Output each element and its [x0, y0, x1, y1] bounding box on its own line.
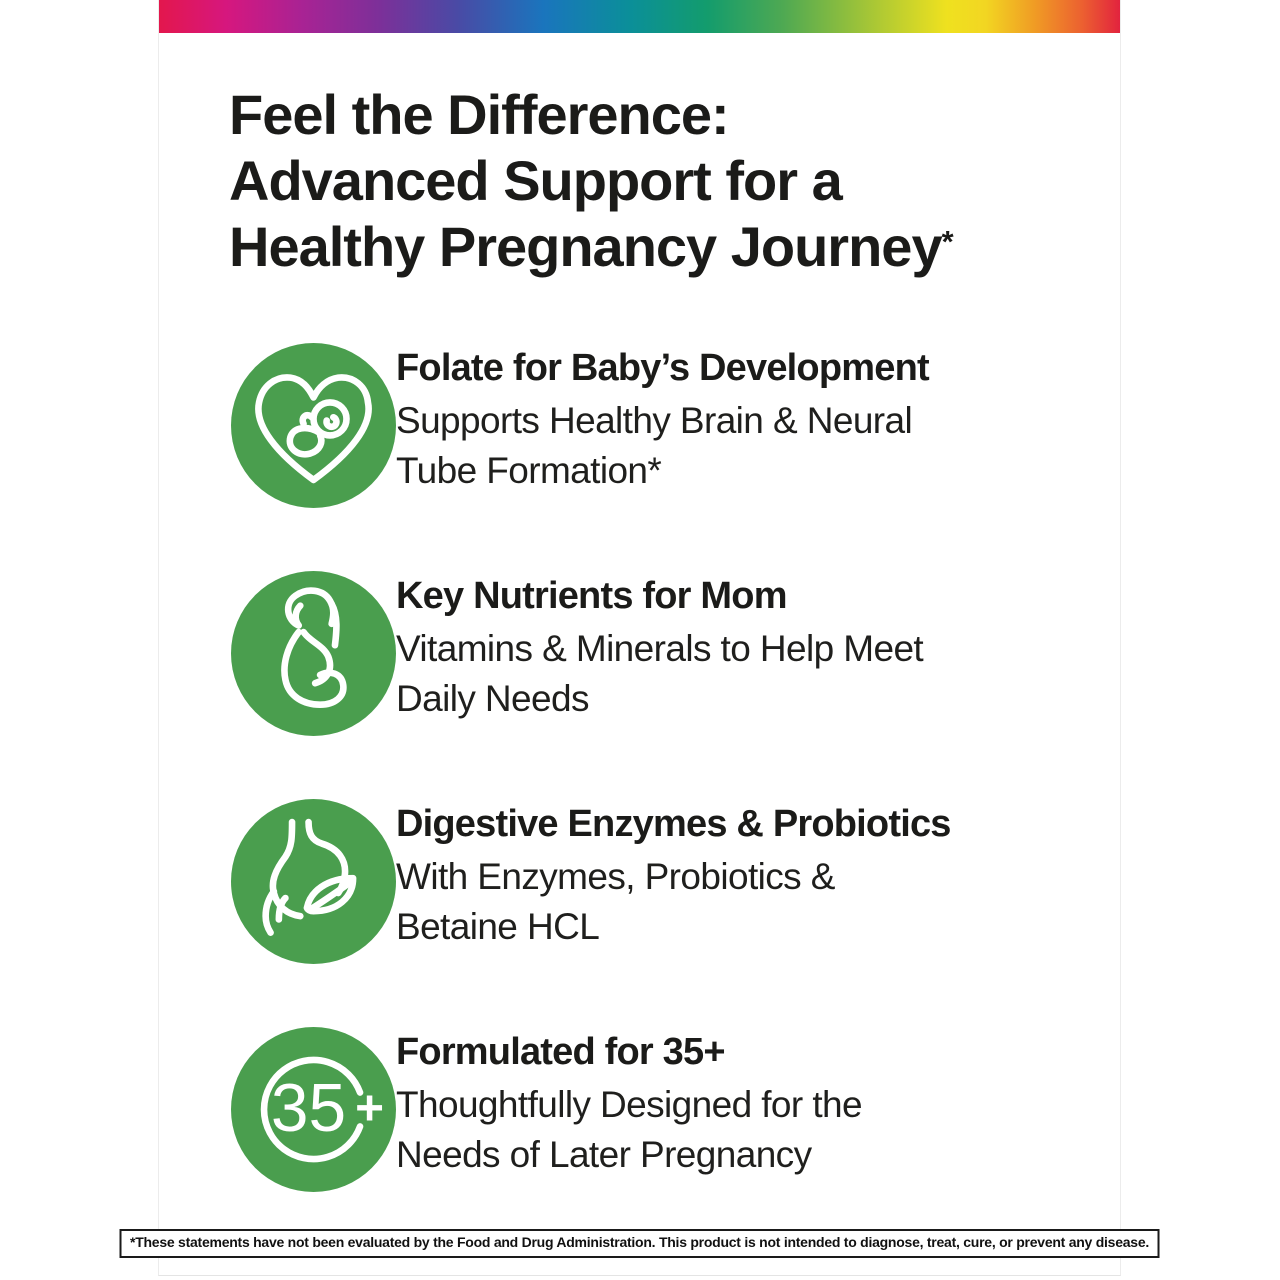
feature-text — [396, 799, 951, 952]
badge-plus-text: + — [355, 1080, 385, 1136]
title-line-2: Advanced Support for a — [229, 149, 842, 212]
feature-body-line: Tube Formation* — [396, 450, 662, 491]
feature-heading: Key Nutrients for Mom — [396, 575, 787, 617]
feature-body-line: With Enzymes, Probiotics & — [396, 856, 835, 897]
feature-heading: Formulated for 35+ — [396, 1031, 725, 1073]
feature-heading: Folate for Baby’s Development — [396, 347, 929, 389]
page-title — [229, 82, 953, 280]
feature-heading: Digestive Enzymes & Probiotics — [396, 803, 951, 845]
feature-text — [396, 1027, 862, 1180]
fda-disclaimer-text: *These statements have not been evaluated by the Food and Drug Administration. This product is not intended to diagnose, treat, cure, or prevent any disease. — [130, 1234, 1149, 1250]
feature-body-line: Needs of Later Pregnancy — [396, 1134, 812, 1175]
feature-row-nutrients — [231, 571, 1061, 736]
feature-body-line: Supports Healthy Brain & Neural — [396, 400, 913, 441]
feature-body-line: Betaine HCL — [396, 906, 600, 947]
footnote-asterisk: * — [941, 224, 953, 259]
title-line-3: Healthy Pregnancy Journey* — [229, 215, 953, 278]
feature-list — [231, 343, 1061, 1255]
35-plus-badge-icon — [231, 1027, 396, 1192]
feature-row-folate — [231, 343, 1061, 508]
feature-text — [396, 571, 923, 724]
feature-body-line: Daily Needs — [396, 678, 589, 719]
stomach-with-leaf-icon — [231, 799, 396, 964]
title-line-1: Feel the Difference: — [229, 83, 729, 146]
feature-row-35plus — [231, 1027, 1061, 1192]
badge-number-text: 35 — [270, 1070, 347, 1146]
feature-body-line: Vitamins & Minerals to Help Meet — [396, 628, 924, 669]
feature-row-digestive — [231, 799, 1061, 964]
rainbow-top-bar — [159, 0, 1120, 33]
fetus-in-heart-icon — [231, 343, 396, 508]
pregnant-woman-icon — [231, 571, 396, 736]
content-panel — [130, 0, 1149, 1276]
feature-body-line: Thoughtfully Designed for the — [396, 1084, 862, 1125]
feature-text — [396, 343, 929, 496]
fda-disclaimer-box — [119, 1229, 1160, 1258]
